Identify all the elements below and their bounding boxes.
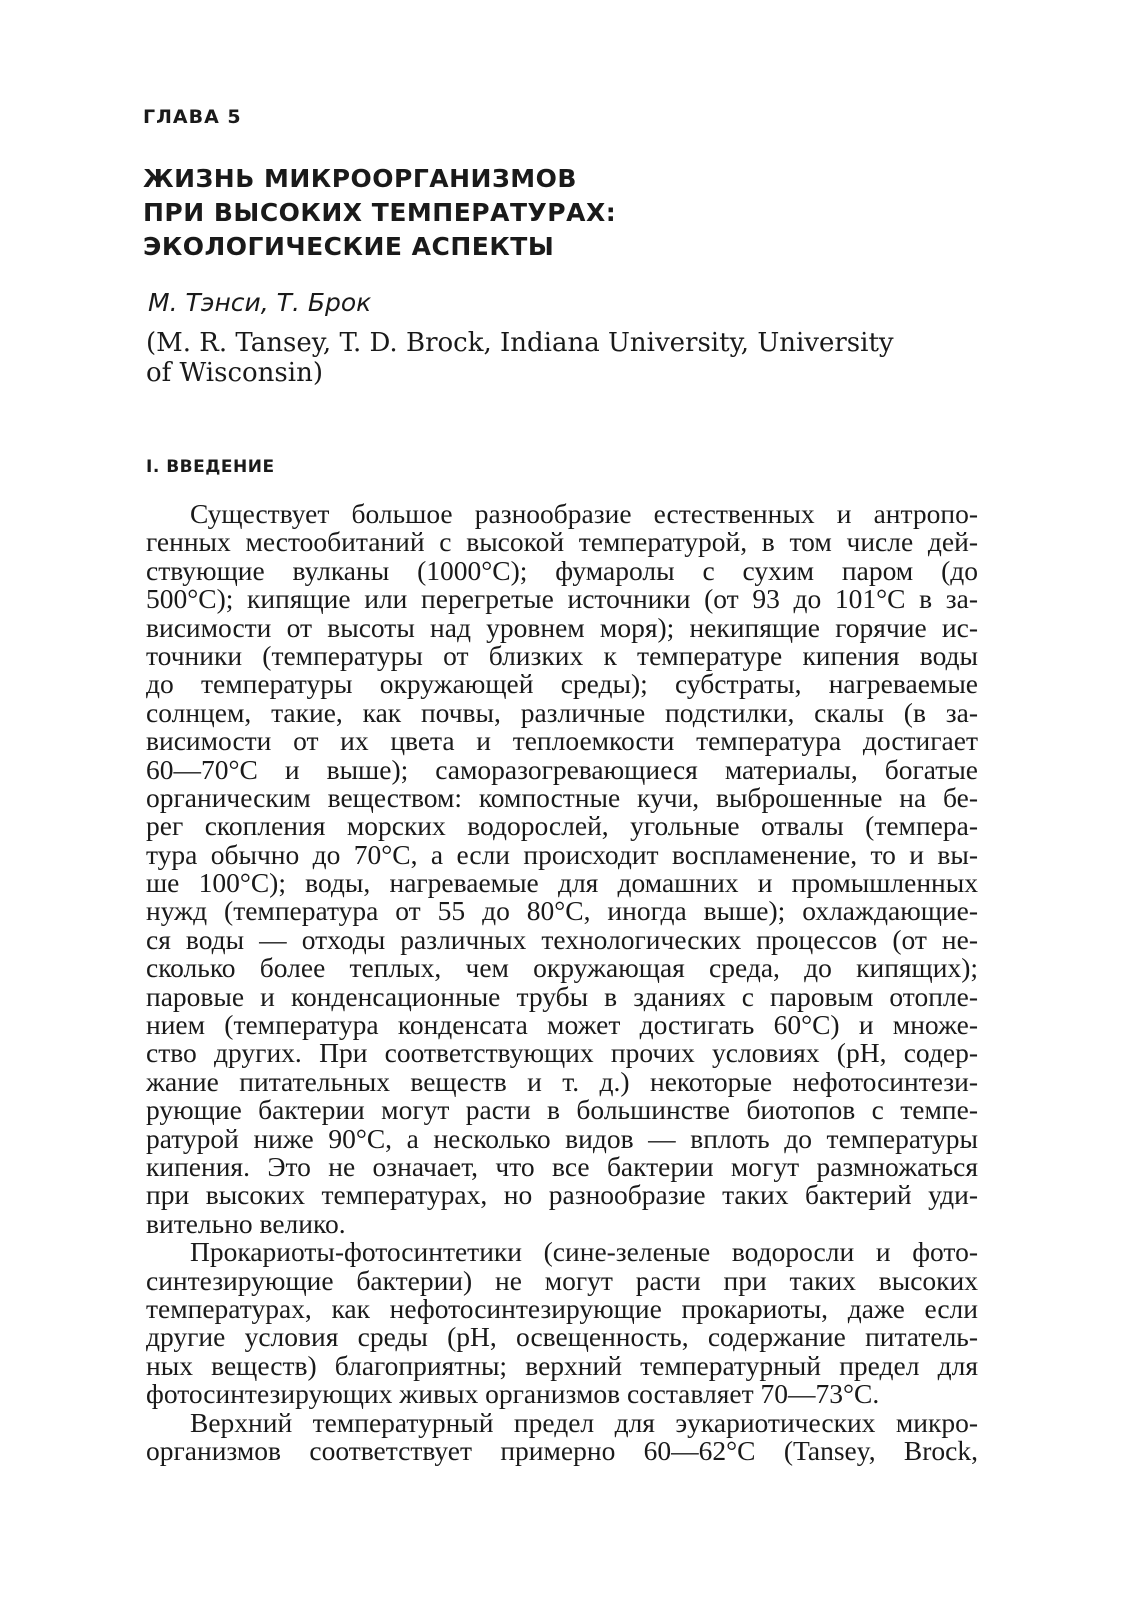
text-line: органическим веществом: компостные кучи, выброшенные на бе- xyxy=(146,781,978,813)
text-line: паровые и конденсационные трубы в зданиях с паровым отопле- xyxy=(146,980,978,1012)
text-line: висимости от их цвета и теплоемкости температура достигает xyxy=(146,725,978,757)
authors-affiliation-line: of Wisconsin) xyxy=(146,358,323,388)
text-line: ных веществ) благоприятны; верхний температурный предел для xyxy=(146,1349,978,1381)
text-line: генных местообитаний с высокой температурой, в том числе дей- xyxy=(146,526,978,558)
text-line: Существует большое разнообразие естественных и антропо- xyxy=(190,498,978,529)
text-line: висимости от высоты над уровнем моря); некипящие горячие ис- xyxy=(146,611,978,643)
text-line: тура обычно до 70°С, а если происходит воспламенение, то и вы- xyxy=(146,838,978,870)
text-line: кипения. Это не означает, что все бактерии могут размножаться xyxy=(146,1150,978,1182)
text-line: температурах, как нефотосинтезирующие прокариоты, даже если xyxy=(146,1292,978,1324)
text-line: жание питательных веществ и т. д.) некоторые нефотосинтези- xyxy=(146,1065,978,1097)
authors-russian: М. Тэнси, Т. Брок xyxy=(148,288,372,317)
text-line: синтезирующие бактерии) не могут расти при таких высоких xyxy=(146,1264,978,1296)
text-line: 500°С); кипящие или перегретые источники (от 93 до 101°С в за- xyxy=(146,583,978,615)
paragraph-1 xyxy=(146,500,978,1238)
paragraph-3 xyxy=(146,1406,978,1466)
authors-affiliation xyxy=(146,328,906,388)
text-line: ся воды — отходы различных технологических процессов (от не- xyxy=(146,923,978,955)
text-line: ше 100°С); воды, нагреваемые для домашних и промышленных xyxy=(146,867,978,899)
text-line: ствующие вулканы (1000°С); фумаролы с сухим паром (до xyxy=(146,554,978,586)
chapter-title-line: ПРИ ВЫСОКИХ ТЕМПЕРАТУРАХ: xyxy=(143,198,617,227)
text-line: сколько более теплых, чем окружающая среда, до кипящих); xyxy=(146,952,978,984)
text-line: рующие бактерии могут расти в большинстве биотопов с темпе- xyxy=(146,1094,978,1126)
section-heading: I. ВВЕДЕНИЕ xyxy=(146,457,275,477)
text-line: рег скопления морских водорослей, угольные отвалы (темпера- xyxy=(146,810,978,842)
chapter-title xyxy=(143,162,616,264)
chapter-label: ГЛАВА 5 xyxy=(143,106,242,128)
text-line: точники (температуры от близких к температуре кипения воды xyxy=(146,639,978,671)
chapter-title-line: ЖИЗНЬ МИКРООРГАНИЗМОВ xyxy=(143,164,577,193)
text-line: другие условия среды (рН, освещенность, содержание питатель- xyxy=(146,1321,978,1353)
text-line: при высоких температурах, но разнообразие таких бактерий уди- xyxy=(146,1179,978,1211)
text-line: организмов соответствует примерно 60—62°С (Tansey, Brock, xyxy=(146,1434,978,1466)
text-line: нием (температура конденсата может достигать 60°С) и множе- xyxy=(146,1009,978,1041)
text-line: нужд (температура от 55 до 80°С, иногда выше); охлаждающие- xyxy=(146,895,978,927)
text-line: Верхний температурный предел для эукариотических микро- xyxy=(190,1406,978,1438)
text-line: ство других. При соответствующих прочих условиях (рН, содер- xyxy=(146,1037,978,1069)
body-text xyxy=(146,500,978,1465)
chapter-title-line: ЭКОЛОГИЧЕСКИЕ АСПЕКТЫ xyxy=(143,232,555,261)
text-line: ратурой ниже 90°С, а несколько видов — вплоть до температуры xyxy=(146,1122,978,1154)
text-line: до температуры окружающей среды); субстраты, нагреваемые xyxy=(146,668,978,700)
authors-affiliation-line: (M. R. Tansey, T. D. Brock, Indiana University, University xyxy=(146,328,894,358)
text-line: Прокариоты-фотосинтетики (сине-зеленые водоросли и фото- xyxy=(190,1236,978,1268)
text-line: 60—70°С и выше); саморазогревающиеся материалы, богатые xyxy=(146,753,978,785)
paragraph-2 xyxy=(146,1238,978,1408)
text-line: вительно велико. xyxy=(146,1207,346,1239)
text-line: фотосинтезирующих живых организмов составляет 70—73°С. xyxy=(146,1378,880,1410)
text-line: солнцем, такие, как почвы, различные подстилки, скалы (в за- xyxy=(146,696,978,728)
